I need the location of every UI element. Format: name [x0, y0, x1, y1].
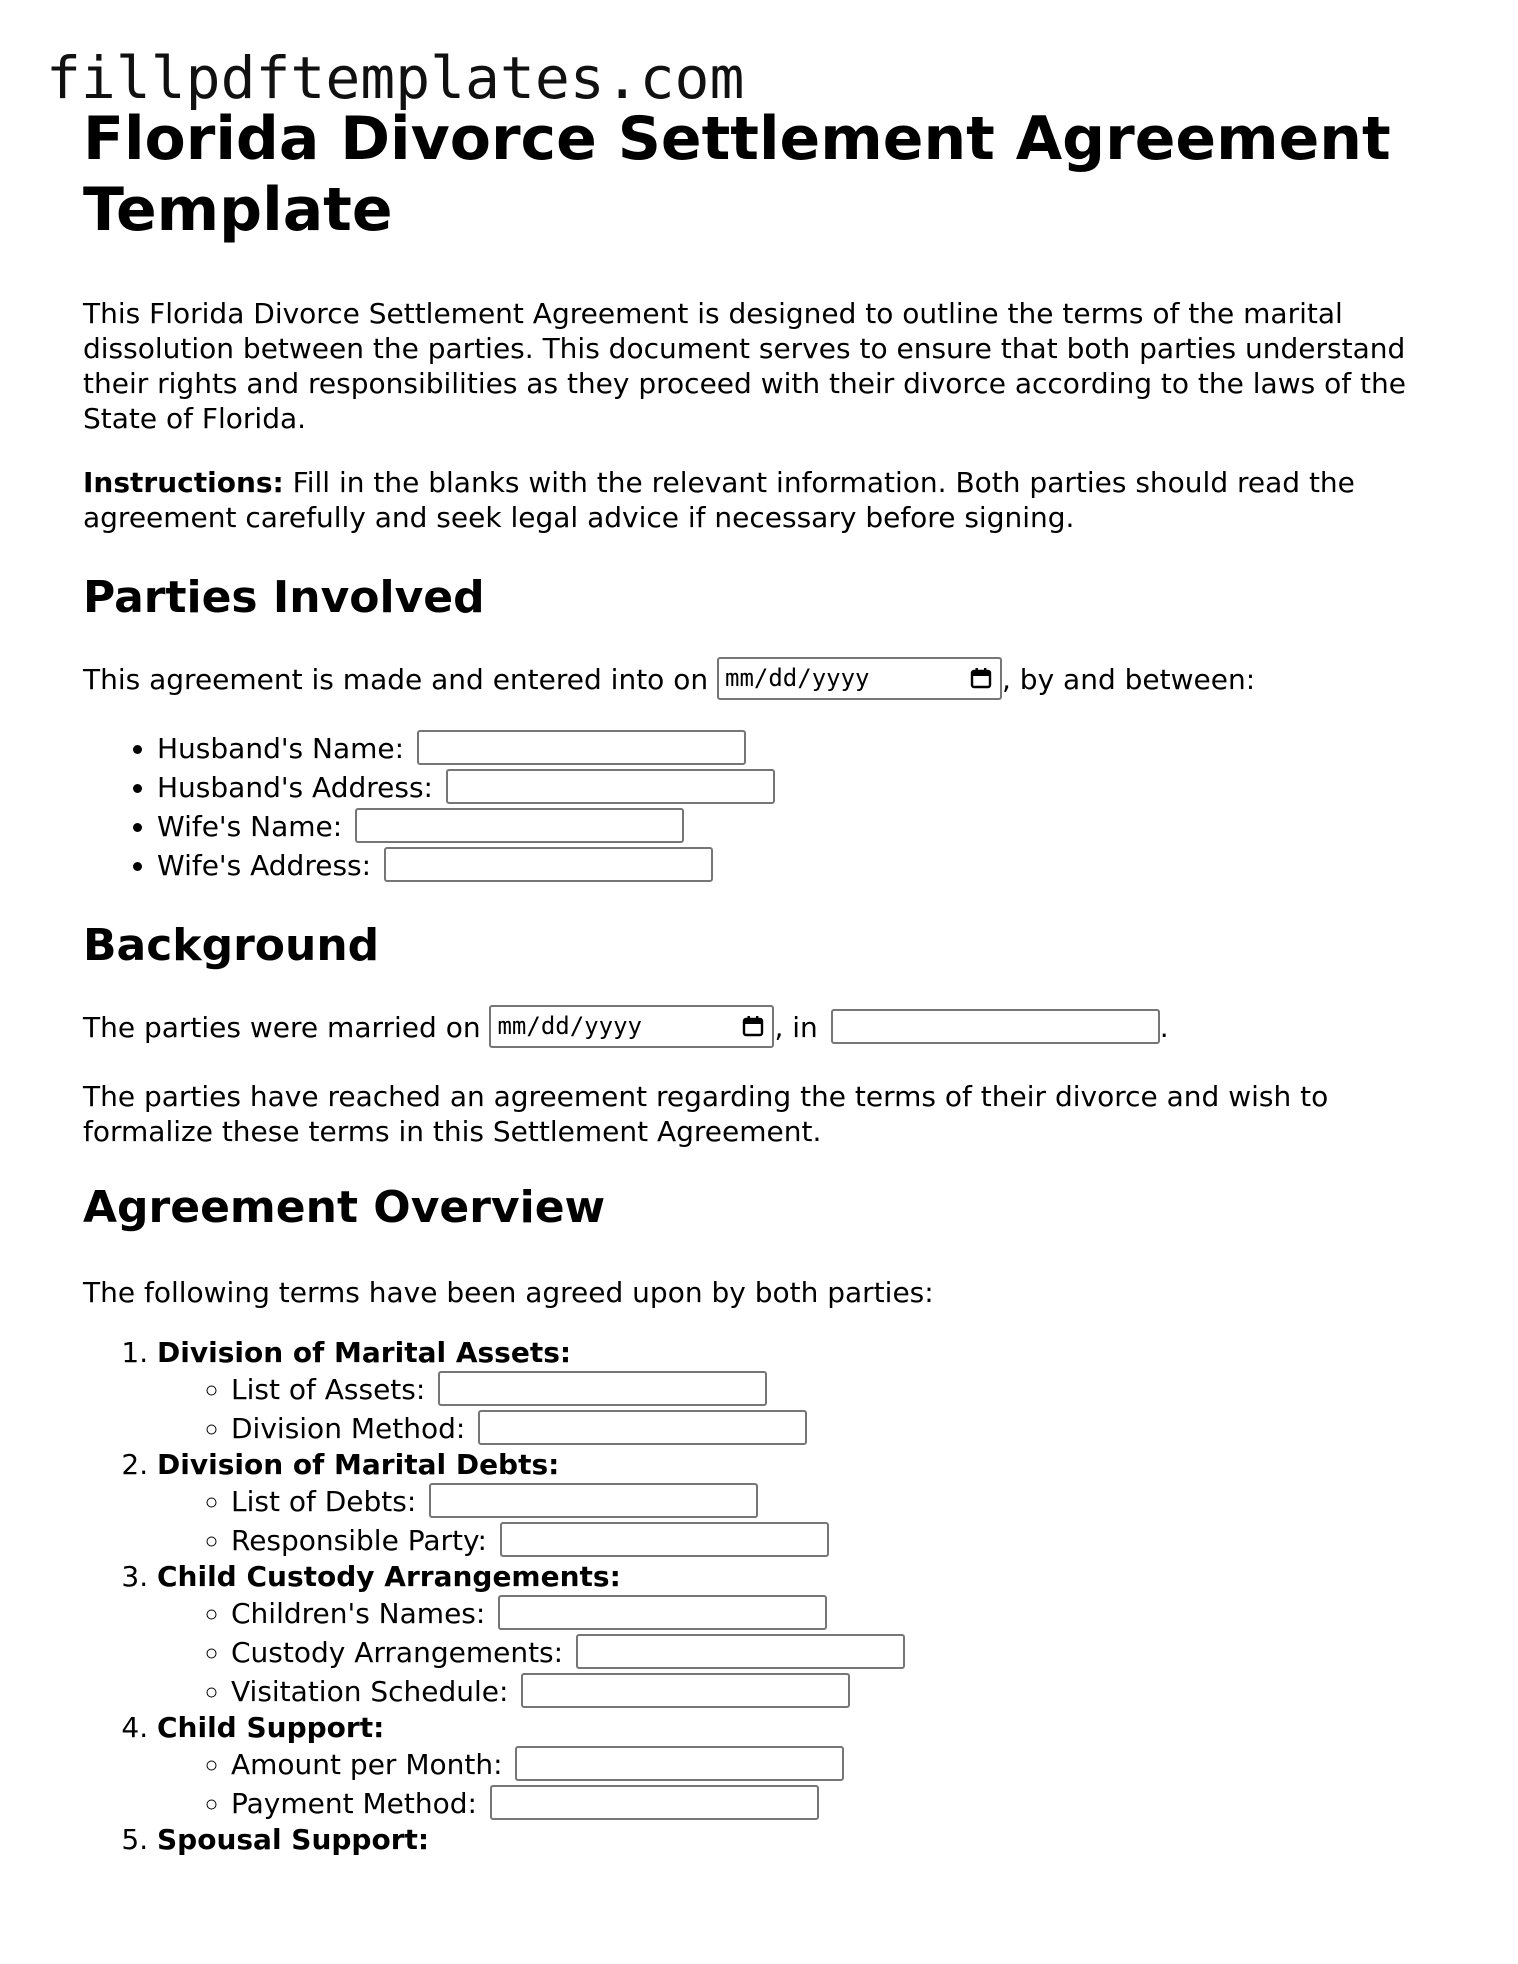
period: . — [1159, 1011, 1169, 1044]
agreement-date-prefix: This agreement is made and entered into on — [83, 663, 717, 696]
agreement-date-placeholder: mm/dd/yyyy — [725, 664, 870, 692]
term-title: Child Custody Arrangements: — [157, 1560, 621, 1593]
term-item — [157, 1448, 1443, 1560]
field-label: Payment Method: — [231, 1787, 477, 1820]
term-title: Spousal Support: — [157, 1823, 430, 1856]
husband-address-input[interactable] — [446, 769, 775, 804]
instructions-label: Instructions: — [83, 466, 284, 499]
intro-paragraph: This Florida Divorce Settlement Agreement is designed to outline the terms of the marital dissolution between the parties. This document serves to ensure that both parties understand their rights and responsibilities as they proceed with their divorce according to the laws of the State of Florida. — [83, 297, 1406, 435]
visitation-schedule-input[interactable] — [521, 1673, 850, 1708]
payment-method-input[interactable] — [490, 1785, 819, 1820]
responsible-party-input[interactable] — [500, 1522, 829, 1557]
parties-field-list — [83, 729, 1443, 885]
list-item — [231, 1482, 1443, 1521]
field-label: Husband's Name: — [157, 732, 405, 765]
term-field-list — [157, 1370, 1443, 1448]
list-item — [231, 1521, 1443, 1560]
site-watermark: fillpdftemplates.com — [46, 44, 745, 112]
term-field-list — [157, 1745, 1443, 1823]
debts-list-input[interactable] — [429, 1483, 758, 1518]
support-amount-input[interactable] — [515, 1746, 844, 1781]
list-item — [231, 1594, 1443, 1633]
wife-address-input[interactable] — [384, 847, 713, 882]
marriage-date-placeholder: mm/dd/yyyy — [497, 1012, 642, 1040]
term-field-list — [157, 1482, 1443, 1560]
field-label: Division Method: — [231, 1412, 466, 1445]
terms-list — [83, 1336, 1443, 1857]
term-title: Division of Marital Debts: — [157, 1448, 560, 1481]
marriage-date-input[interactable] — [489, 1005, 774, 1048]
instructions-paragraph — [83, 465, 1443, 535]
list-item — [231, 1370, 1443, 1409]
marriage-place-prefix: , in — [774, 1011, 827, 1044]
field-label: Visitation Schedule: — [231, 1675, 509, 1708]
parties-heading: Parties Involved — [83, 572, 485, 623]
marriage-place-input[interactable] — [831, 1009, 1160, 1044]
list-item — [157, 846, 1443, 885]
term-title: Division of Marital Assets: — [157, 1336, 572, 1369]
overview-intro: The following terms have been agreed upon by both parties: — [83, 1276, 934, 1309]
list-item — [157, 807, 1443, 846]
term-item — [157, 1711, 1443, 1823]
list-item — [231, 1745, 1443, 1784]
list-item — [157, 768, 1443, 807]
list-item — [157, 729, 1443, 768]
agreement-date-input[interactable] — [717, 657, 1002, 700]
term-title: Child Support: — [157, 1711, 385, 1744]
children-names-input[interactable] — [498, 1595, 827, 1630]
agreement-date-suffix: , by and between: — [1002, 663, 1256, 696]
assets-list-input[interactable] — [438, 1371, 767, 1406]
field-label: Custody Arrangements: — [231, 1636, 564, 1669]
field-label: List of Assets: — [231, 1373, 426, 1406]
custody-arrangements-input[interactable] — [576, 1634, 905, 1669]
marriage-date-prefix: The parties were married on — [83, 1011, 490, 1044]
field-label: Wife's Name: — [157, 810, 343, 843]
field-label: Wife's Address: — [157, 849, 372, 882]
term-item — [157, 1823, 1443, 1857]
agreement-date-line — [83, 659, 1443, 701]
document-page — [83, 104, 1443, 1857]
term-item — [157, 1560, 1443, 1711]
field-label: Amount per Month: — [231, 1748, 503, 1781]
overview-heading: Agreement Overview — [83, 1182, 606, 1233]
list-item — [231, 1409, 1443, 1448]
page-title: Florida Divorce Settlement Agreement Template — [83, 104, 1391, 245]
field-label: Children's Names: — [231, 1597, 486, 1630]
term-field-list — [157, 1594, 1443, 1711]
wife-name-input[interactable] — [355, 808, 684, 843]
instructions-text: Fill in the blanks with the relevant information. Both parties should read the agreement carefully and seek legal advice if necessary before signing. — [83, 466, 1355, 534]
calendar-icon[interactable] — [742, 1015, 764, 1037]
background-paragraph: The parties have reached an agreement regarding the terms of their divorce and wish to formalize these terms in this Settlement Agreement. — [83, 1080, 1329, 1148]
list-item — [231, 1633, 1443, 1672]
term-item — [157, 1336, 1443, 1448]
field-label: Husband's Address: — [157, 771, 433, 804]
marriage-date-line — [83, 1007, 1443, 1049]
list-item — [231, 1784, 1443, 1823]
calendar-icon[interactable] — [970, 667, 992, 689]
list-item — [231, 1672, 1443, 1711]
field-label: List of Debts: — [231, 1485, 417, 1518]
division-method-input[interactable] — [478, 1410, 807, 1445]
background-heading: Background — [83, 920, 380, 971]
husband-name-input[interactable] — [417, 730, 746, 765]
field-label: Responsible Party: — [231, 1524, 487, 1557]
